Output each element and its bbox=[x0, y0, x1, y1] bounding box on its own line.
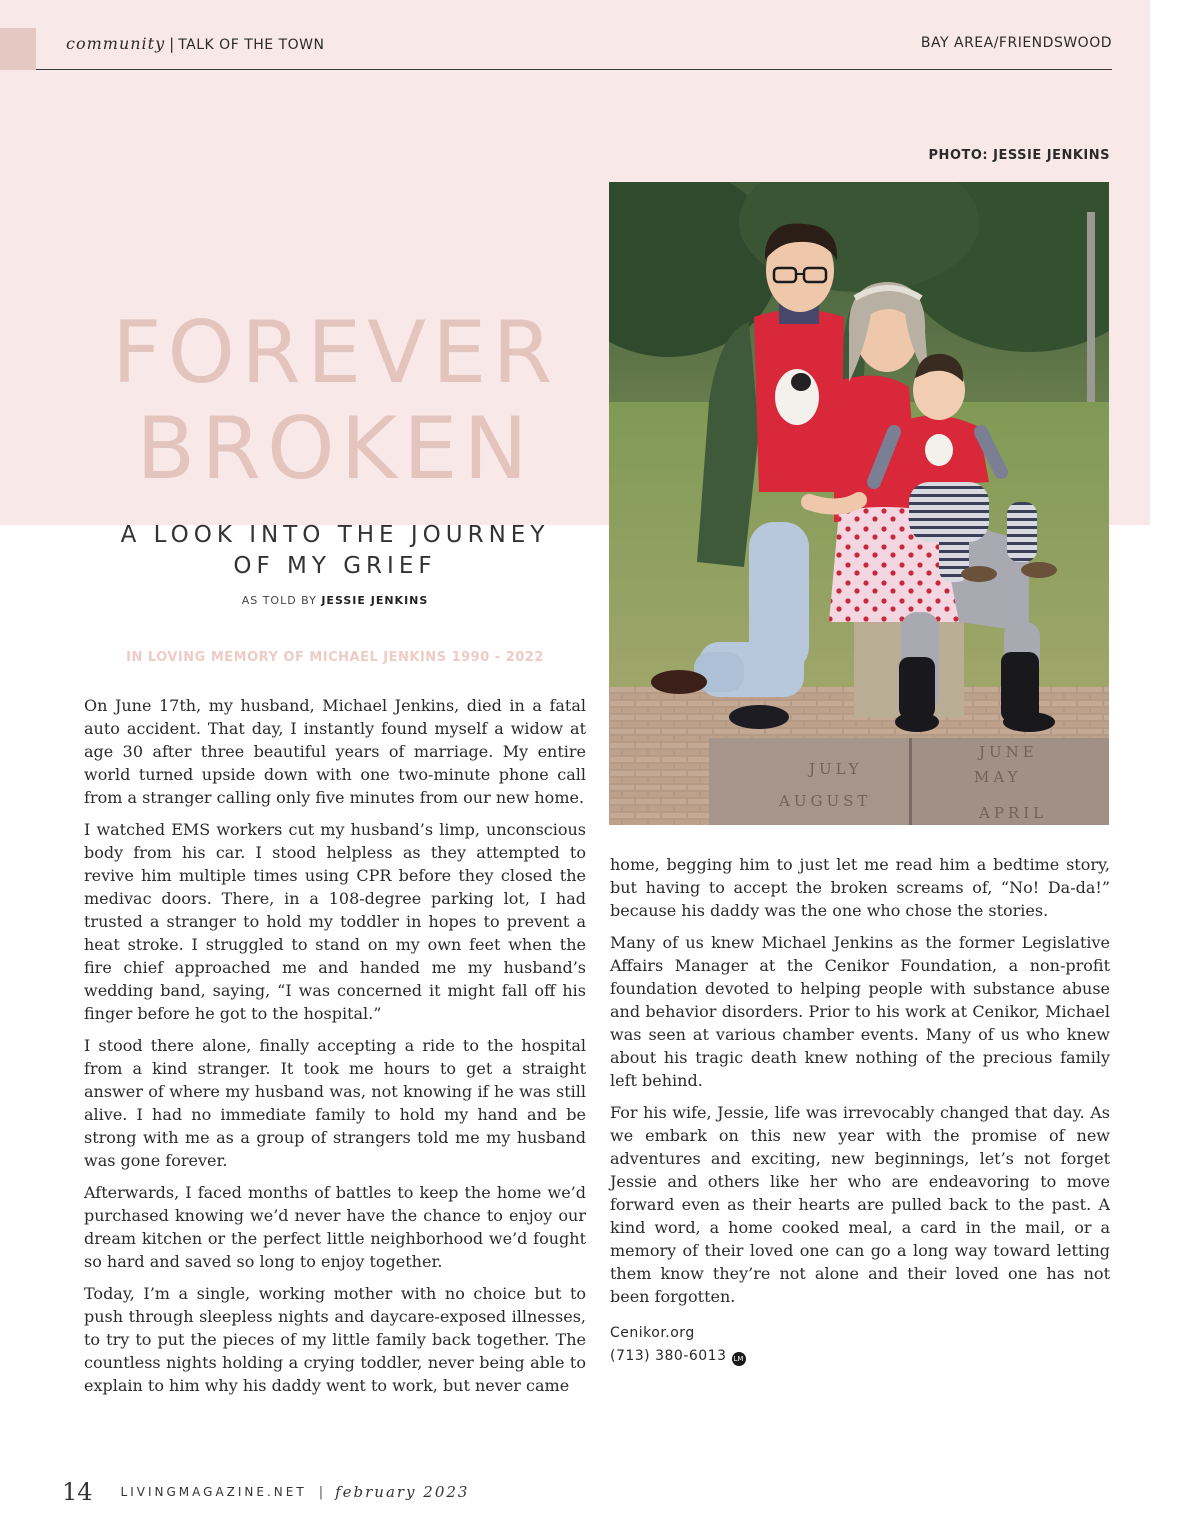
memorial-line: IN LOVING MEMORY OF MICHAEL JENKINS 1990 - 2022 bbox=[126, 650, 544, 665]
paragraph: I watched EMS workers cut my husband’s limp, unconscious body from his car. I stood helpless as they attempted to revive him multiple times using CPR before they closed the medivac doors. There, in a 108-degree parking lot, I had trusted a stranger to hold my toddler in hopes to prevent a heat stroke. I struggled to stand on my own feet when the fire chief approached me and handed me my husband’s wedding band, saying, “I was concerned it might fall off his finger before he got to the hospital.” bbox=[84, 820, 586, 1023]
footer-issue: february 2023 bbox=[335, 1483, 470, 1501]
running-header bbox=[66, 34, 1112, 54]
category-label: community bbox=[66, 34, 166, 53]
paragraph: home, begging him to just let me read him a bedtime story, but having to accept the broken screams of, “No! Da-da!” because his daddy was the one who chose the stories. bbox=[610, 855, 1110, 920]
header-rule bbox=[36, 69, 1112, 70]
contact-info bbox=[610, 1322, 746, 1368]
subtitle-line-1: A LOOK INTO THE JOURNEY bbox=[120, 522, 550, 548]
title-line-1: FOREVER bbox=[111, 303, 559, 403]
family-photo-illustration bbox=[609, 182, 1109, 825]
footer-site: LIVINGMAGAZINE.NET bbox=[120, 1485, 307, 1499]
article-column-left bbox=[84, 694, 586, 1406]
paragraph: I stood there alone, finally accepting a ride to the hospital from a kind stranger. It took me hours to get a straight answer of where my husband was, not knowing if he was still alive. I had no immediate family to hold my hand and be strong with me as a group of strangers told me my husband was gone forever. bbox=[84, 1036, 586, 1170]
title-line-2: BROKEN bbox=[136, 399, 534, 499]
byline-author: JESSIE JENKINS bbox=[321, 594, 429, 607]
paragraph: On June 17th, my husband, Michael Jenkins, died in a fatal auto accident. That day, I instantly found myself a widow at age 30 after three beautiful years of marriage. My entire world turned upside down with one two-minute phone call from a stranger calling only five minutes from our new home. bbox=[84, 696, 586, 807]
family-photo bbox=[609, 182, 1109, 825]
section-name: TALK OF THE TOWN bbox=[178, 37, 325, 53]
page-footer bbox=[62, 1478, 469, 1508]
paragraph: Today, I’m a single, working mother with no choice but to push through sleepless nights and daycare-exposed illnesses, to try to put the pieces of my little family back together. The countless nights holding a crying toddler, never being able to explain to him why his daddy went to work, but never came bbox=[84, 1284, 586, 1395]
photo-credit: PHOTO: JESSIE JENKINS bbox=[928, 148, 1110, 163]
article-title bbox=[84, 305, 586, 497]
article-subtitle bbox=[84, 520, 586, 582]
phone-number[interactable]: (713) 380-6013 bbox=[610, 1348, 727, 1364]
end-mark-icon: LM bbox=[732, 1352, 746, 1366]
svg-text:AUGUST: AUGUST bbox=[779, 792, 872, 810]
section-label bbox=[66, 34, 324, 53]
footer-separator: | bbox=[318, 1484, 324, 1500]
subtitle-line-2: OF MY GRIEF bbox=[233, 553, 437, 579]
svg-text:MAY: MAY bbox=[974, 768, 1022, 786]
phone-line bbox=[610, 1345, 746, 1368]
paragraph: For his wife, Jessie, life was irrevocably changed that day. As we embark on this new year with the promise of new adventures and exciting, new beginnings, let’s not forget Jessie and others like her who are endeavoring to move forward even as their hearts are pulled back to the past. A kind word, a home cooked meal, a card in the mail, or a memory of their loved one can go a long way toward letting them know they’re not alone and their loved one has not been forgotten. bbox=[610, 1103, 1110, 1306]
article-column-right bbox=[610, 853, 1110, 1317]
page-number: 14 bbox=[62, 1478, 93, 1506]
section-tab-marker bbox=[0, 28, 36, 70]
byline-prefix: AS TOLD BY bbox=[241, 594, 317, 607]
svg-text:APRIL: APRIL bbox=[979, 804, 1048, 822]
paragraph: Afterwards, I faced months of battles to keep the home we’d purchased knowing we’d never have the chance to enjoy our dream kitchen or the perfect little neighborhood we’d fought so hard and saved so long to enjoy together. bbox=[84, 1183, 586, 1271]
website-link[interactable]: Cenikor.org bbox=[610, 1325, 695, 1341]
header-separator: | bbox=[169, 35, 175, 53]
paragraph: Many of us knew Michael Jenkins as the former Legislative Affairs Manager at the Cenikor Foundation, a non-profit foundation devoted to helping people with substance abuse and behavior disorders. Prior to his work at Cenikor, Michael was seen at various chamber events. Many of us who knew about his tragic death knew nothing of the precious family left behind. bbox=[610, 933, 1110, 1090]
svg-text:JULY: JULY bbox=[809, 760, 863, 778]
byline bbox=[84, 594, 586, 607]
region-label: BAY AREA/FRIENDSWOOD bbox=[920, 35, 1112, 51]
svg-text:JUNE: JUNE bbox=[979, 743, 1038, 761]
